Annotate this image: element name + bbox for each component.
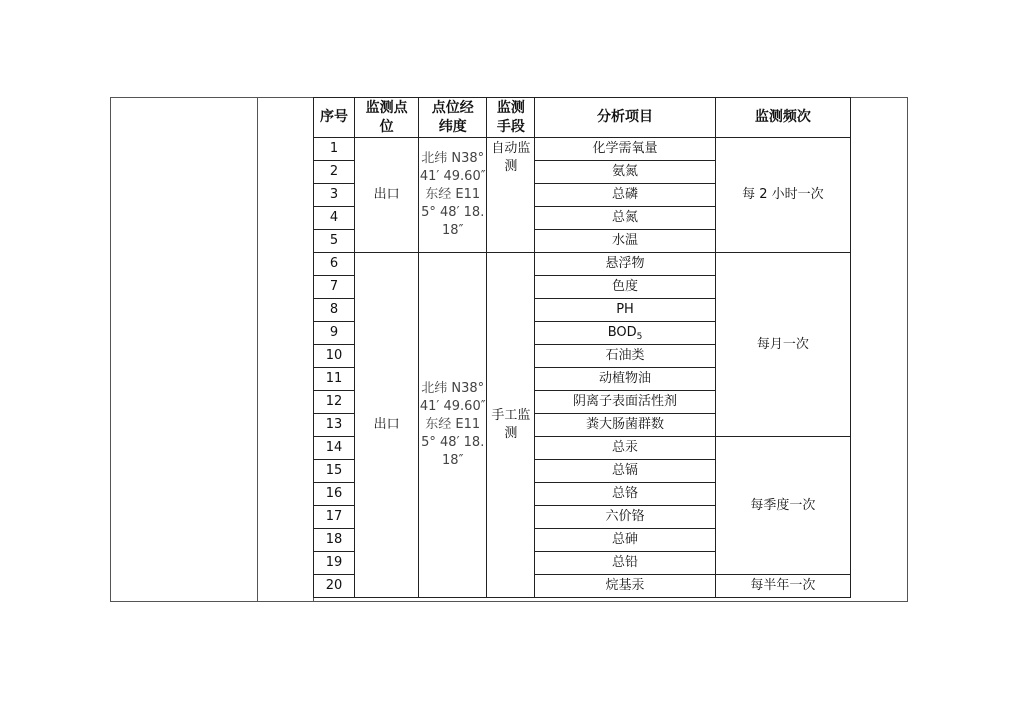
item-cell <box>535 322 715 345</box>
method-cell: 自动监测 <box>487 138 535 253</box>
location-cell: 出口 <box>355 253 419 598</box>
row-number: 13 <box>314 414 355 437</box>
row-number: 11 <box>314 368 355 391</box>
item-cell: 总铅 <box>535 552 715 575</box>
item-cell: PH <box>535 299 715 322</box>
row-number: 19 <box>314 552 355 575</box>
row-number: 7 <box>314 276 355 299</box>
item-cell: 化学需氧量 <box>535 138 715 161</box>
header-frequency: 监测频次 <box>715 98 850 138</box>
monitoring-table <box>313 97 851 598</box>
row-number: 9 <box>314 322 355 345</box>
row-number: 8 <box>314 299 355 322</box>
row-number: 3 <box>314 184 355 207</box>
item-cell: 总砷 <box>535 529 715 552</box>
row-number: 18 <box>314 529 355 552</box>
item-cell: 总铬 <box>535 483 715 506</box>
row-number: 15 <box>314 460 355 483</box>
table-row <box>314 253 851 276</box>
frequency-cell: 每月一次 <box>715 253 850 437</box>
row-number: 4 <box>314 207 355 230</box>
row-number: 2 <box>314 161 355 184</box>
header-method: 监测手段 <box>487 98 535 138</box>
item-cell: 水温 <box>535 230 715 253</box>
row-number: 17 <box>314 506 355 529</box>
item-cell: 石油类 <box>535 345 715 368</box>
header-location: 监测点位 <box>355 98 419 138</box>
item-cell: 总氮 <box>535 207 715 230</box>
location-cell: 出口 <box>355 138 419 253</box>
item-cell: 总磷 <box>535 184 715 207</box>
item-cell: 总汞 <box>535 437 715 460</box>
row-number: 20 <box>314 575 355 598</box>
row-number: 14 <box>314 437 355 460</box>
item-cell: 烷基汞 <box>535 575 715 598</box>
item-cell: 粪大肠菌群数 <box>535 414 715 437</box>
item-cell: 动植物油 <box>535 368 715 391</box>
method-cell: 手工监测 <box>487 253 535 598</box>
frequency-cell: 每 2 小时一次 <box>715 138 850 253</box>
frequency-cell: 每季度一次 <box>715 437 850 575</box>
row-number: 5 <box>314 230 355 253</box>
row-number: 10 <box>314 345 355 368</box>
table-row <box>314 138 851 161</box>
item-cell: 六价铬 <box>535 506 715 529</box>
header-item: 分析项目 <box>535 98 715 138</box>
frequency-cell: 每半年一次 <box>715 575 850 598</box>
header-coords: 点位经纬度 <box>419 98 487 138</box>
coords-cell: 北纬 N38° 41′ 49.60″ 东经 E115° 48′ 18.18″ <box>419 138 487 253</box>
row-number: 6 <box>314 253 355 276</box>
item-cell: 色度 <box>535 276 715 299</box>
header-seq: 序号 <box>314 98 355 138</box>
item-cell: 总镉 <box>535 460 715 483</box>
item-subscript: 5 <box>636 332 643 342</box>
table-header-row <box>314 98 851 138</box>
item-cell: 悬浮物 <box>535 253 715 276</box>
item-cell: 阴离子表面活性剂 <box>535 391 715 414</box>
outer-column-divider <box>257 97 258 602</box>
item-text: BOD <box>607 325 637 340</box>
row-number: 1 <box>314 138 355 161</box>
row-number: 16 <box>314 483 355 506</box>
coords-cell: 北纬 N38° 41′ 49.60″ 东经 E115° 48′ 18.18″ <box>419 253 487 598</box>
row-number: 12 <box>314 391 355 414</box>
item-cell: 氨氮 <box>535 161 715 184</box>
